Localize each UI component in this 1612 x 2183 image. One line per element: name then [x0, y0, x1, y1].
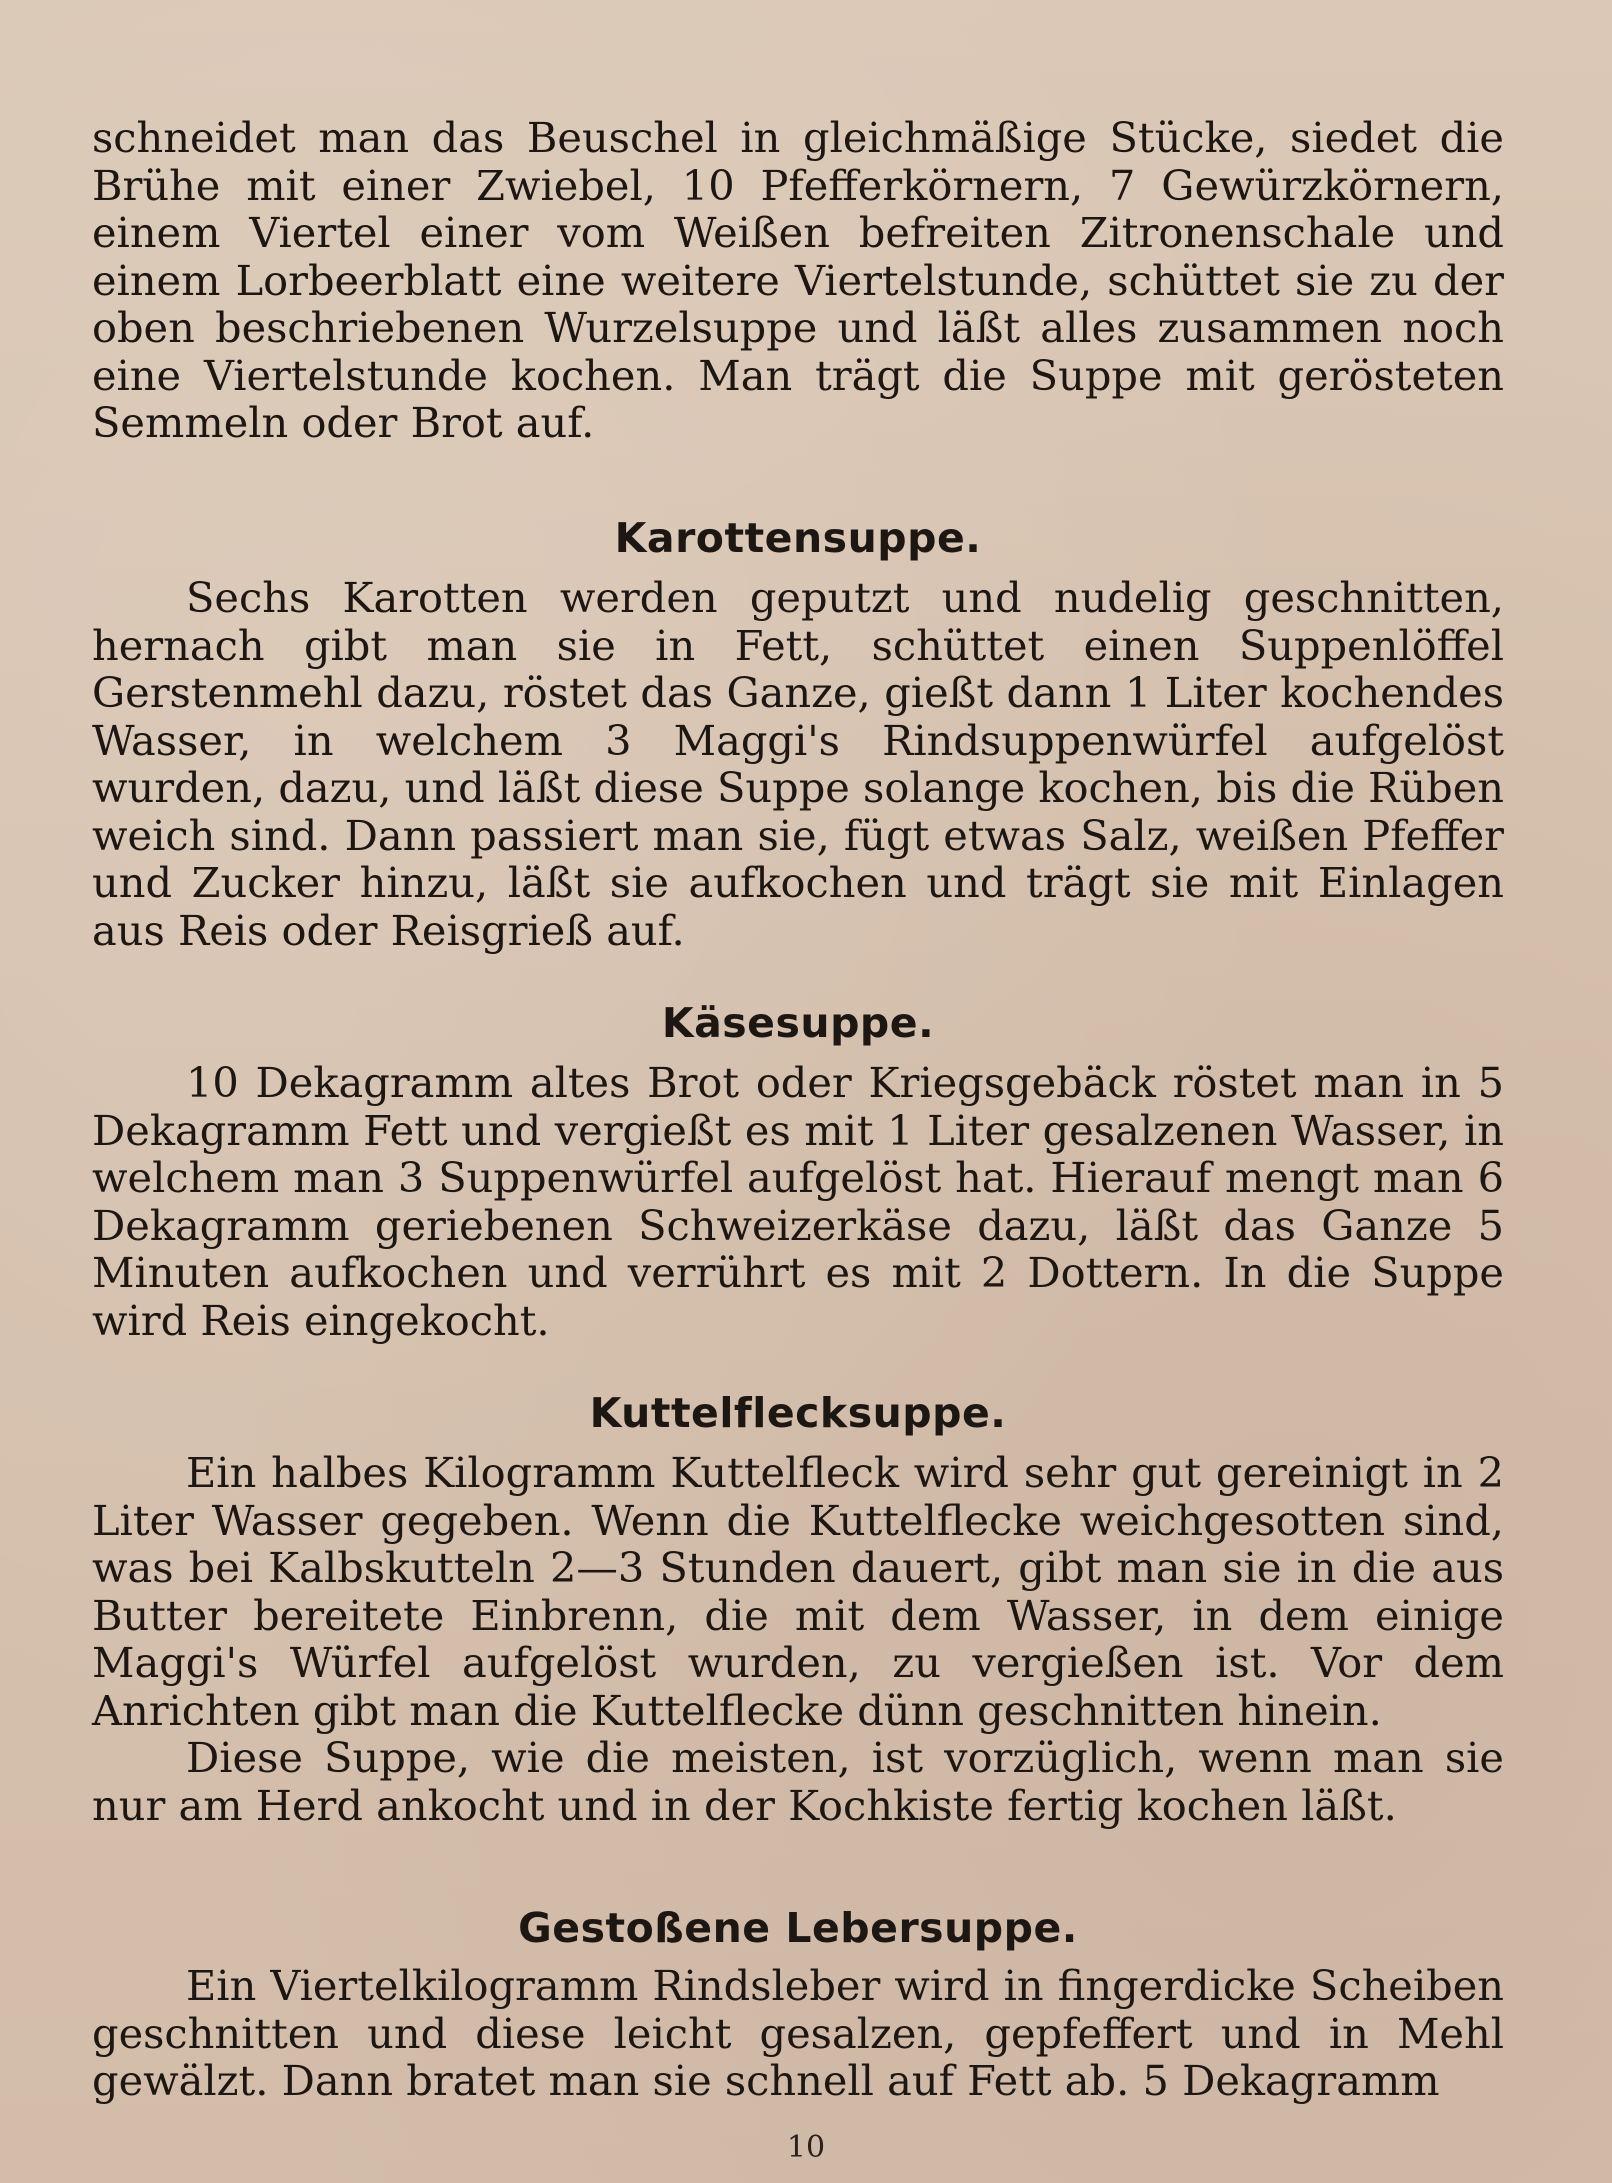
intro-paragraph: schneidet man das Beuschel in gleichmäßige Stücke, siedet die Brühe mit einer Zwiebel, 10 Pfefferkörnern, 7 Gewürzkörnern, einem Viertel einer vom Weißen befreiten Zitronenschale und einem Lorbeerblatt eine weitere Viertelstunde, schüttet sie zu der oben beschriebenen Wurzelsuppe und läßt alles zusammen noch eine Viertelstunde kochen. Man trägt die Suppe mit gerösteten Semmeln oder Brot auf.: [92, 113, 1504, 447]
recipe-paragraph: Ein halbes Kilogramm Kuttelfleck wird sehr gut gereinigt in 2 Liter Wasser gegeben. Wenn die Kuttelflecke weichgesotten sind, was bei Kalbskutteln 2—3 Stunden dauert, gibt man sie in die aus Butter bereitete Einbrenn, die mit dem Wasser, in dem einige Maggi's Würfel aufgelöst wurden, zu vergießen ist. Vor dem Anrichten gibt man die Kuttelflecke dünn geschnitten hinein.: [92, 1448, 1504, 1735]
recipe-paragraph: 10 Dekagramm altes Brot oder Kriegsgebäck röstet man in 5 Dekagramm Fett und vergießt es mit 1 Liter gesalzenen Wasser, in welchem man 3 Suppenwürfel aufgelöst hat. Hierauf mengt man 6 Dekagramm geriebenen Schweizerkäse dazu, läßt das Ganze 5 Minuten aufkochen und verrührt es mit 2 Dottern. In die Suppe wird Reis eingekocht.: [92, 1058, 1504, 1345]
recipe-body-kaesesuppe: [92, 1059, 1504, 1344]
recipe-body-kuttelflecksuppe: [92, 1449, 1504, 1829]
intro-section: [92, 114, 1504, 447]
recipe-paragraph: Ein Viertelkilogramm Rindsleber wird in fingerdicke Scheiben geschnitten und diese leicht gesalzen, gepfeffert und in Mehl gewälzt. Dann bratet man sie schnell auf Fett ab. 5 Dekagramm: [92, 1961, 1504, 2105]
recipe-title-kuttelflecksuppe: Kuttelflecksuppe.: [589, 1389, 1007, 1437]
recipe-title-gestossene-lebersuppe: Gestoßene Lebersuppe.: [518, 1904, 1078, 1952]
recipe-paragraph: Diese Suppe, wie die meisten, ist vorzüglich, wenn man sie nur am Herd ankocht und in der Kochkiste fertig kochen läßt.: [92, 1733, 1504, 1830]
recipe-paragraph: Sechs Karotten werden geputzt und nudelig geschnitten, hernach gibt man sie in Fett, schüttet einen Suppenlöffel Gerstenmehl dazu, röstet das Ganze, gießt dann 1 Liter kochendes Wasser, in welchem 3 Maggi's Rindsuppenwürfel aufgelöst wurden, dazu, und läßt diese Suppe solange kochen, bis die Rüben weich sind. Dann passiert man sie, fügt etwas Salz, weißen Pfeffer und Zucker hinzu, läßt sie aufkochen und trägt sie mit Einlagen aus Reis oder Reisgrieß auf.: [92, 573, 1504, 955]
recipe-title-kaesesuppe: Käsesuppe.: [661, 999, 935, 1047]
page-number: 10: [786, 2130, 826, 2165]
recipe-body-gestossene-lebersuppe: [92, 1962, 1504, 2105]
recipe-title-karottensuppe: Karottensuppe.: [614, 514, 982, 562]
recipe-body-karottensuppe: [92, 574, 1504, 954]
